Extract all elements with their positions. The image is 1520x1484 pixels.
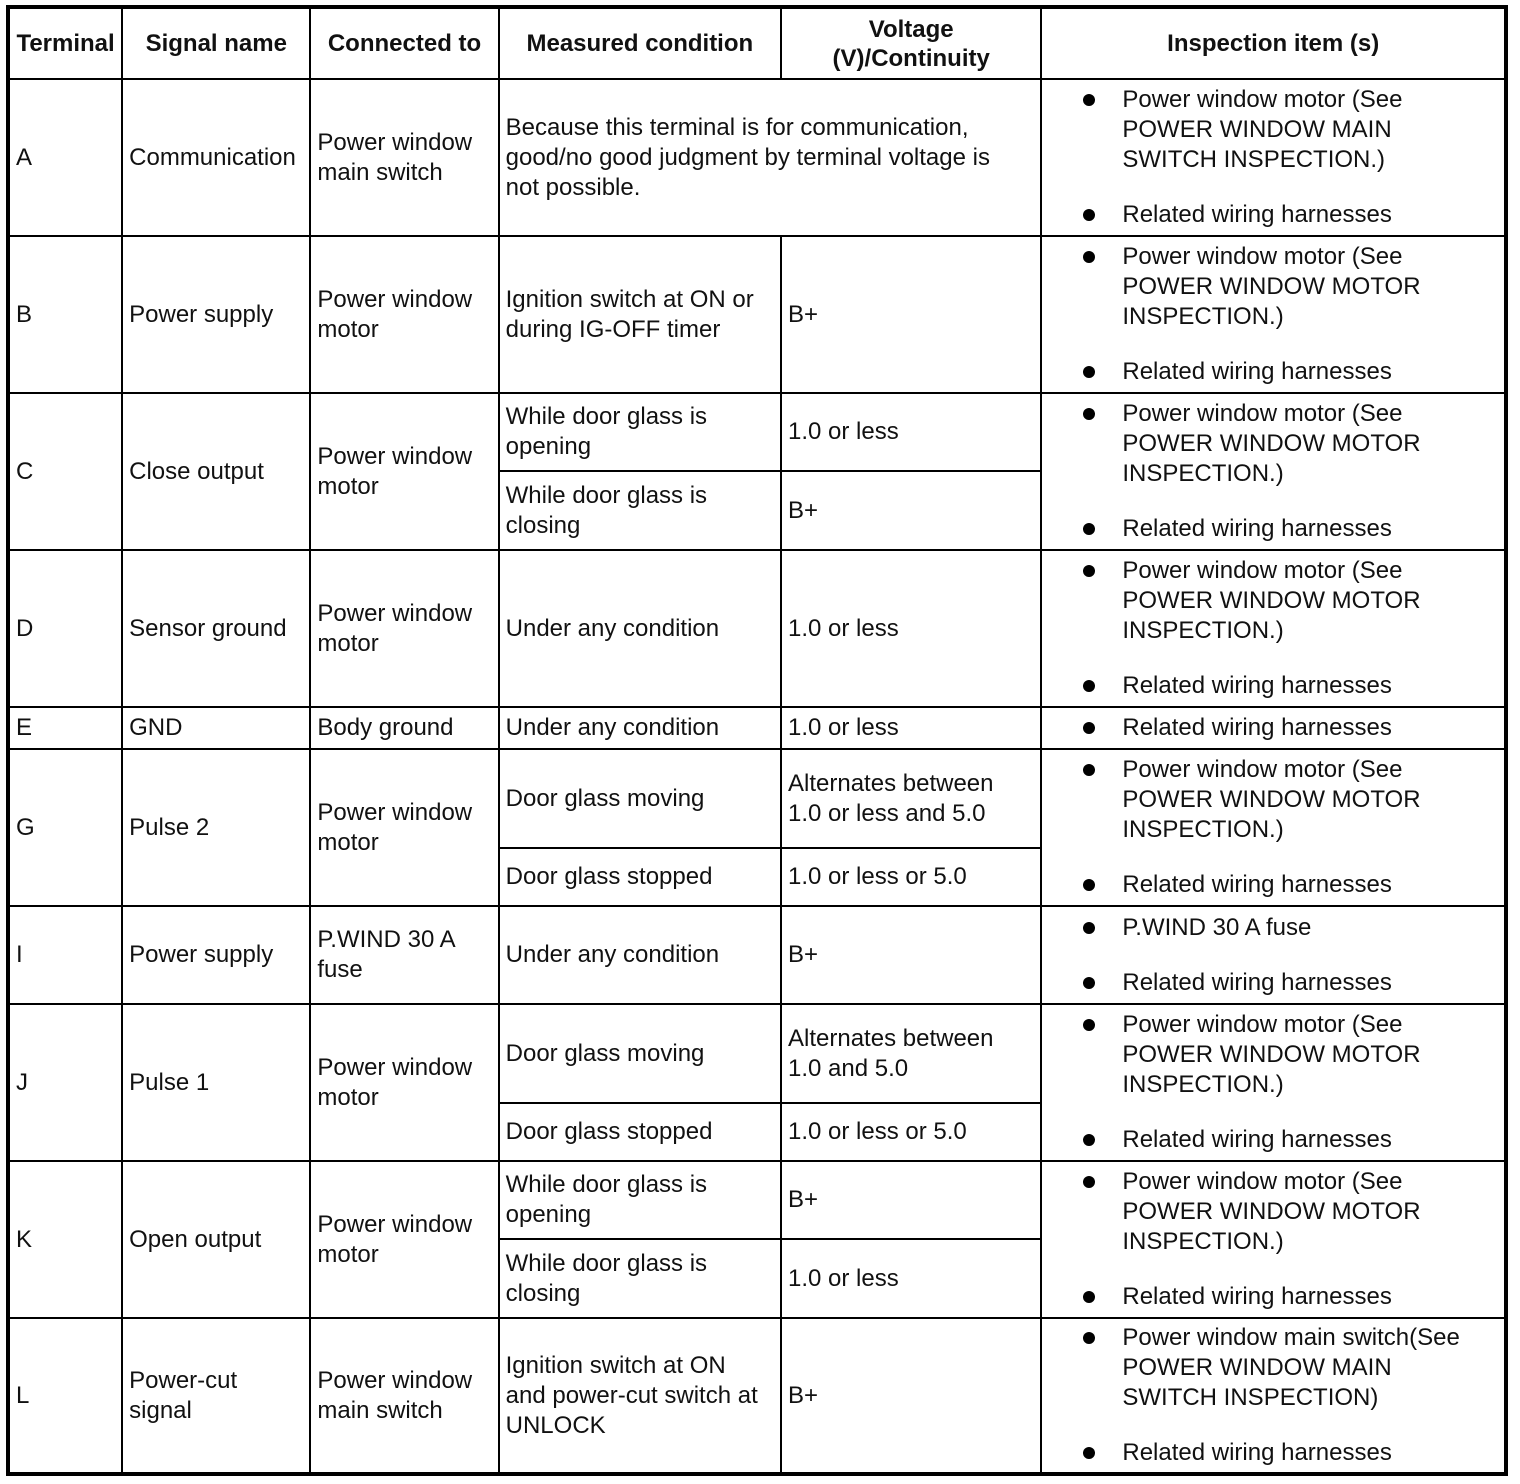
bullet-icon: [1083, 565, 1095, 577]
inspection-item-text: Related wiring harnesses: [1122, 1126, 1392, 1153]
connected-to: Power window motor: [317, 599, 473, 657]
inspection-item-text: Related wiring harnesses: [1122, 358, 1392, 385]
cell-connected-to: [310, 749, 498, 906]
header-connected-to: Connected to: [310, 7, 498, 79]
cell-inspection: [1041, 550, 1506, 707]
bullet-icon: [1083, 1447, 1095, 1459]
cell-voltage: [781, 906, 1041, 1004]
cell-inspection: [1041, 1004, 1506, 1161]
voltage-value: 1.0 or less: [788, 1264, 899, 1292]
table-row: [8, 707, 1506, 749]
bullet-icon: [1083, 922, 1095, 934]
cell-voltage: [781, 707, 1041, 749]
measured-condition: Under any condition: [505, 941, 720, 968]
header-terminal: Terminal: [8, 7, 122, 79]
inspection-item: [1122, 1282, 1498, 1312]
inspection-item: [1122, 514, 1498, 544]
connected-to: Power window motor: [317, 442, 473, 500]
inspection-item: [1122, 556, 1498, 646]
cell-connected-to: [310, 1161, 498, 1318]
header-row: [8, 7, 1506, 79]
inspection-item: [1122, 357, 1498, 387]
connected-to: Body ground: [317, 714, 454, 741]
inspection-item: [1122, 870, 1498, 900]
measured-condition: Door glass moving: [505, 784, 705, 812]
cell-terminal: [8, 393, 122, 550]
voltage-value: 1.0 or less or 5.0: [788, 863, 967, 890]
cell-inspection: [1041, 749, 1506, 906]
header-voltage: Voltage (V)/Continuity: [781, 7, 1041, 79]
inspection-item-text: Related wiring harnesses: [1122, 515, 1392, 542]
inspection-item-text: Power window motor (See POWER WINDOW MOTOR INSPECTION.): [1122, 400, 1421, 487]
connected-to: Power window motor: [317, 1210, 473, 1268]
cell-connected-to: [310, 550, 498, 707]
cell-terminal: [8, 1004, 122, 1161]
cell-terminal: [8, 1318, 122, 1474]
inspection-item-text: Related wiring harnesses: [1122, 871, 1392, 898]
bullet-icon: [1083, 209, 1095, 221]
cell-measured-condition: [499, 1239, 781, 1318]
cell-measured-condition: [499, 1004, 781, 1103]
connected-to: Power window motor: [317, 285, 473, 343]
measured-condition: Ignition switch at ON and power-cut switch at UNLOCK: [505, 1351, 758, 1439]
cell-voltage: [781, 236, 1041, 393]
measured-condition: Ignition switch at ON or during IG-OFF timer: [505, 285, 754, 343]
terminal-label: G: [16, 813, 35, 841]
cell-terminal: [8, 1161, 122, 1318]
cell-connected-to: [310, 393, 498, 550]
cell-terminal: [8, 79, 122, 236]
cell-voltage: [781, 550, 1041, 707]
cell-connected-to: [310, 1004, 498, 1161]
bullet-icon: [1083, 94, 1095, 106]
table-row: [8, 1161, 1506, 1239]
measured-condition: While door glass is closing: [505, 481, 708, 539]
bullet-icon: [1083, 977, 1095, 989]
inspection-item: [1122, 1125, 1498, 1155]
signal-name: Power supply: [129, 941, 274, 968]
bullet-icon: [1083, 1291, 1095, 1303]
inspection-item: [1122, 242, 1498, 332]
cell-voltage: [781, 1103, 1041, 1161]
signal-name: Close output: [129, 457, 264, 485]
cell-signal-name: [122, 1318, 310, 1474]
cell-signal-name: [122, 707, 310, 749]
signal-name: Communication: [129, 143, 296, 171]
voltage-value: B+: [788, 1381, 819, 1409]
terminal-label: I: [16, 941, 23, 968]
inspection-item-text: Related wiring harnesses: [1122, 672, 1392, 699]
inspection-item: [1122, 1323, 1498, 1413]
signal-name: GND: [129, 714, 183, 741]
inspection-list: [1048, 85, 1498, 230]
bullet-icon: [1083, 879, 1095, 891]
inspection-list: [1048, 1167, 1498, 1312]
measured-condition: While door glass is opening: [505, 403, 708, 460]
inspection-item-text: Power window motor (See POWER WINDOW MOTOR INSPECTION.): [1122, 1168, 1421, 1255]
voltage-value: Alternates between 1.0 or less and 5.0: [788, 769, 994, 827]
inspection-item: [1122, 399, 1498, 489]
inspection-item-text: Related wiring harnesses: [1122, 201, 1392, 228]
cell-voltage: [781, 393, 1041, 471]
voltage-value: B+: [788, 496, 819, 524]
cell-signal-name: [122, 236, 310, 393]
cell-measured-condition: [499, 236, 781, 393]
cell-voltage: [781, 1004, 1041, 1103]
cell-measured-condition: [499, 906, 781, 1004]
terminal-label: L: [16, 1381, 30, 1409]
cell-inspection: [1041, 236, 1506, 393]
cell-voltage: [781, 848, 1041, 906]
bullet-icon: [1083, 408, 1095, 420]
connected-to: Power window motor: [317, 798, 473, 856]
terminal-label: J: [16, 1068, 28, 1096]
cell-combined-condition: [499, 79, 1042, 236]
terminal-label: D: [16, 614, 34, 642]
cell-signal-name: [122, 906, 310, 1004]
inspection-list: [1048, 399, 1498, 544]
combined-condition-text: Because this terminal is for communication, good/no good judgment by terminal voltage is not possible.: [505, 113, 990, 201]
cell-measured-condition: [499, 1161, 781, 1239]
cell-signal-name: [122, 79, 310, 236]
inspection-item-text: Power window motor (See POWER WINDOW MOTOR INSPECTION.): [1122, 557, 1421, 644]
cell-connected-to: [310, 236, 498, 393]
inspection-item: [1122, 1010, 1498, 1100]
table-row: [8, 393, 1506, 471]
table-row: [8, 1004, 1506, 1103]
inspection-item-text: Power window motor (See POWER WINDOW MOTOR INSPECTION.): [1122, 243, 1421, 330]
cell-terminal: [8, 236, 122, 393]
cell-terminal: [8, 906, 122, 1004]
cell-measured-condition: [499, 1318, 781, 1474]
cell-inspection: [1041, 79, 1506, 236]
voltage-value: B+: [788, 941, 819, 968]
bullet-icon: [1083, 680, 1095, 692]
voltage-value: 1.0 or less or 5.0: [788, 1118, 967, 1145]
cell-measured-condition: [499, 749, 781, 848]
cell-inspection: [1041, 906, 1506, 1004]
bullet-icon: [1083, 1332, 1095, 1344]
inspection-item-text: Power window motor (See POWER WINDOW MOTOR INSPECTION.): [1122, 756, 1421, 843]
voltage-value: Alternates between 1.0 and 5.0: [788, 1024, 994, 1082]
inspection-item: [1122, 913, 1498, 943]
cell-inspection: [1041, 1318, 1506, 1474]
measured-condition: Under any condition: [505, 614, 720, 642]
header-measured-condition: Measured condition: [499, 7, 781, 79]
signal-name: Pulse 1: [129, 1068, 210, 1096]
inspection-item: [1122, 85, 1498, 175]
measured-condition: Under any condition: [505, 714, 720, 741]
voltage-value: B+: [788, 1186, 819, 1213]
cell-measured-condition: [499, 848, 781, 906]
cell-connected-to: [310, 79, 498, 236]
bullet-icon: [1083, 764, 1095, 776]
cell-terminal: [8, 550, 122, 707]
inspection-item-text: Power window motor (See POWER WINDOW MOTOR INSPECTION.): [1122, 1011, 1421, 1098]
measured-condition: Door glass moving: [505, 1039, 705, 1067]
cell-measured-condition: [499, 550, 781, 707]
table-row: [8, 79, 1506, 236]
inspection-list: [1048, 755, 1498, 900]
inspection-item: [1122, 755, 1498, 845]
cell-voltage: [781, 1239, 1041, 1318]
bullet-icon: [1083, 1019, 1095, 1031]
cell-inspection: [1041, 393, 1506, 550]
cell-connected-to: [310, 906, 498, 1004]
table-row: [8, 550, 1506, 707]
header-inspection: Inspection item (s): [1041, 7, 1506, 79]
measured-condition: While door glass is opening: [505, 1171, 708, 1228]
table-row: [8, 1318, 1506, 1474]
bullet-icon: [1083, 523, 1095, 535]
cell-measured-condition: [499, 1103, 781, 1161]
measured-condition: While door glass is closing: [505, 1249, 708, 1307]
inspection-list: [1048, 913, 1498, 998]
signal-name: Sensor ground: [129, 614, 287, 642]
inspection-item-text: Related wiring harnesses: [1122, 714, 1392, 741]
connected-to: Power window main switch: [317, 128, 473, 186]
table-row: [8, 906, 1506, 1004]
terminal-label: C: [16, 457, 34, 485]
cell-measured-condition: [499, 471, 781, 550]
cell-connected-to: [310, 707, 498, 749]
cell-terminal: [8, 707, 122, 749]
inspection-item: [1122, 968, 1498, 998]
terminal-label: K: [16, 1225, 33, 1253]
signal-name: Power-cut signal: [129, 1366, 238, 1424]
cell-inspection: [1041, 1161, 1506, 1318]
signal-name: Open output: [129, 1225, 262, 1253]
connected-to: Power window motor: [317, 1053, 473, 1111]
table-body: [8, 79, 1506, 1474]
bullet-icon: [1083, 251, 1095, 263]
cell-signal-name: [122, 749, 310, 906]
inspection-item: [1122, 671, 1498, 701]
inspection-item-text: P.WIND 30 A fuse: [1122, 913, 1312, 941]
cell-signal-name: [122, 1004, 310, 1161]
cell-voltage: [781, 471, 1041, 550]
inspection-item-text: Power window motor (See POWER WINDOW MAIN SWITCH INSPECTION.): [1122, 86, 1403, 173]
cell-inspection: [1041, 707, 1506, 749]
cell-voltage: [781, 749, 1041, 848]
inspection-list: [1048, 713, 1498, 743]
inspection-item-text: Related wiring harnesses: [1122, 1439, 1392, 1466]
inspection-item: [1122, 1438, 1498, 1468]
terminal-inspection-table: [6, 5, 1508, 1476]
inspection-item: [1122, 1167, 1498, 1257]
cell-voltage: [781, 1318, 1041, 1474]
inspection-item-text: Related wiring harnesses: [1122, 968, 1392, 996]
table-row: [8, 749, 1506, 848]
header-signal-name: Signal name: [122, 7, 310, 79]
voltage-value: 1.0 or less: [788, 614, 899, 642]
cell-signal-name: [122, 393, 310, 550]
inspection-list: [1048, 556, 1498, 701]
cell-terminal: [8, 749, 122, 906]
bullet-icon: [1083, 1176, 1095, 1188]
terminal-label: E: [16, 714, 33, 741]
cell-measured-condition: [499, 393, 781, 471]
bullet-icon: [1083, 722, 1095, 734]
inspection-item: [1122, 713, 1498, 743]
measured-condition: Door glass stopped: [505, 863, 713, 890]
inspection-list: [1048, 242, 1498, 387]
cell-signal-name: [122, 550, 310, 707]
bullet-icon: [1083, 1134, 1095, 1146]
connected-to: P.WIND 30 A fuse: [317, 926, 456, 983]
bullet-icon: [1083, 366, 1095, 378]
inspection-item-text: Power window main switch(See POWER WINDOW MAIN SWITCH INSPECTION): [1122, 1324, 1460, 1411]
cell-measured-condition: [499, 707, 781, 749]
voltage-value: 1.0 or less: [788, 714, 899, 741]
table-row: [8, 236, 1506, 393]
voltage-value: B+: [788, 300, 819, 328]
cell-connected-to: [310, 1318, 498, 1474]
cell-signal-name: [122, 1161, 310, 1318]
terminal-label: B: [16, 300, 33, 328]
measured-condition: Door glass stopped: [505, 1118, 713, 1145]
inspection-item-text: Related wiring harnesses: [1122, 1283, 1392, 1310]
inspection-list: [1048, 1010, 1498, 1155]
inspection-item: [1122, 200, 1498, 230]
inspection-list: [1048, 1323, 1498, 1468]
terminal-inspection-table-container: [6, 5, 1508, 1476]
signal-name: Power supply: [129, 300, 274, 328]
cell-voltage: [781, 1161, 1041, 1239]
terminal-label: A: [16, 143, 33, 171]
voltage-value: 1.0 or less: [788, 418, 899, 445]
signal-name: Pulse 2: [129, 813, 210, 841]
connected-to: Power window main switch: [317, 1366, 473, 1424]
